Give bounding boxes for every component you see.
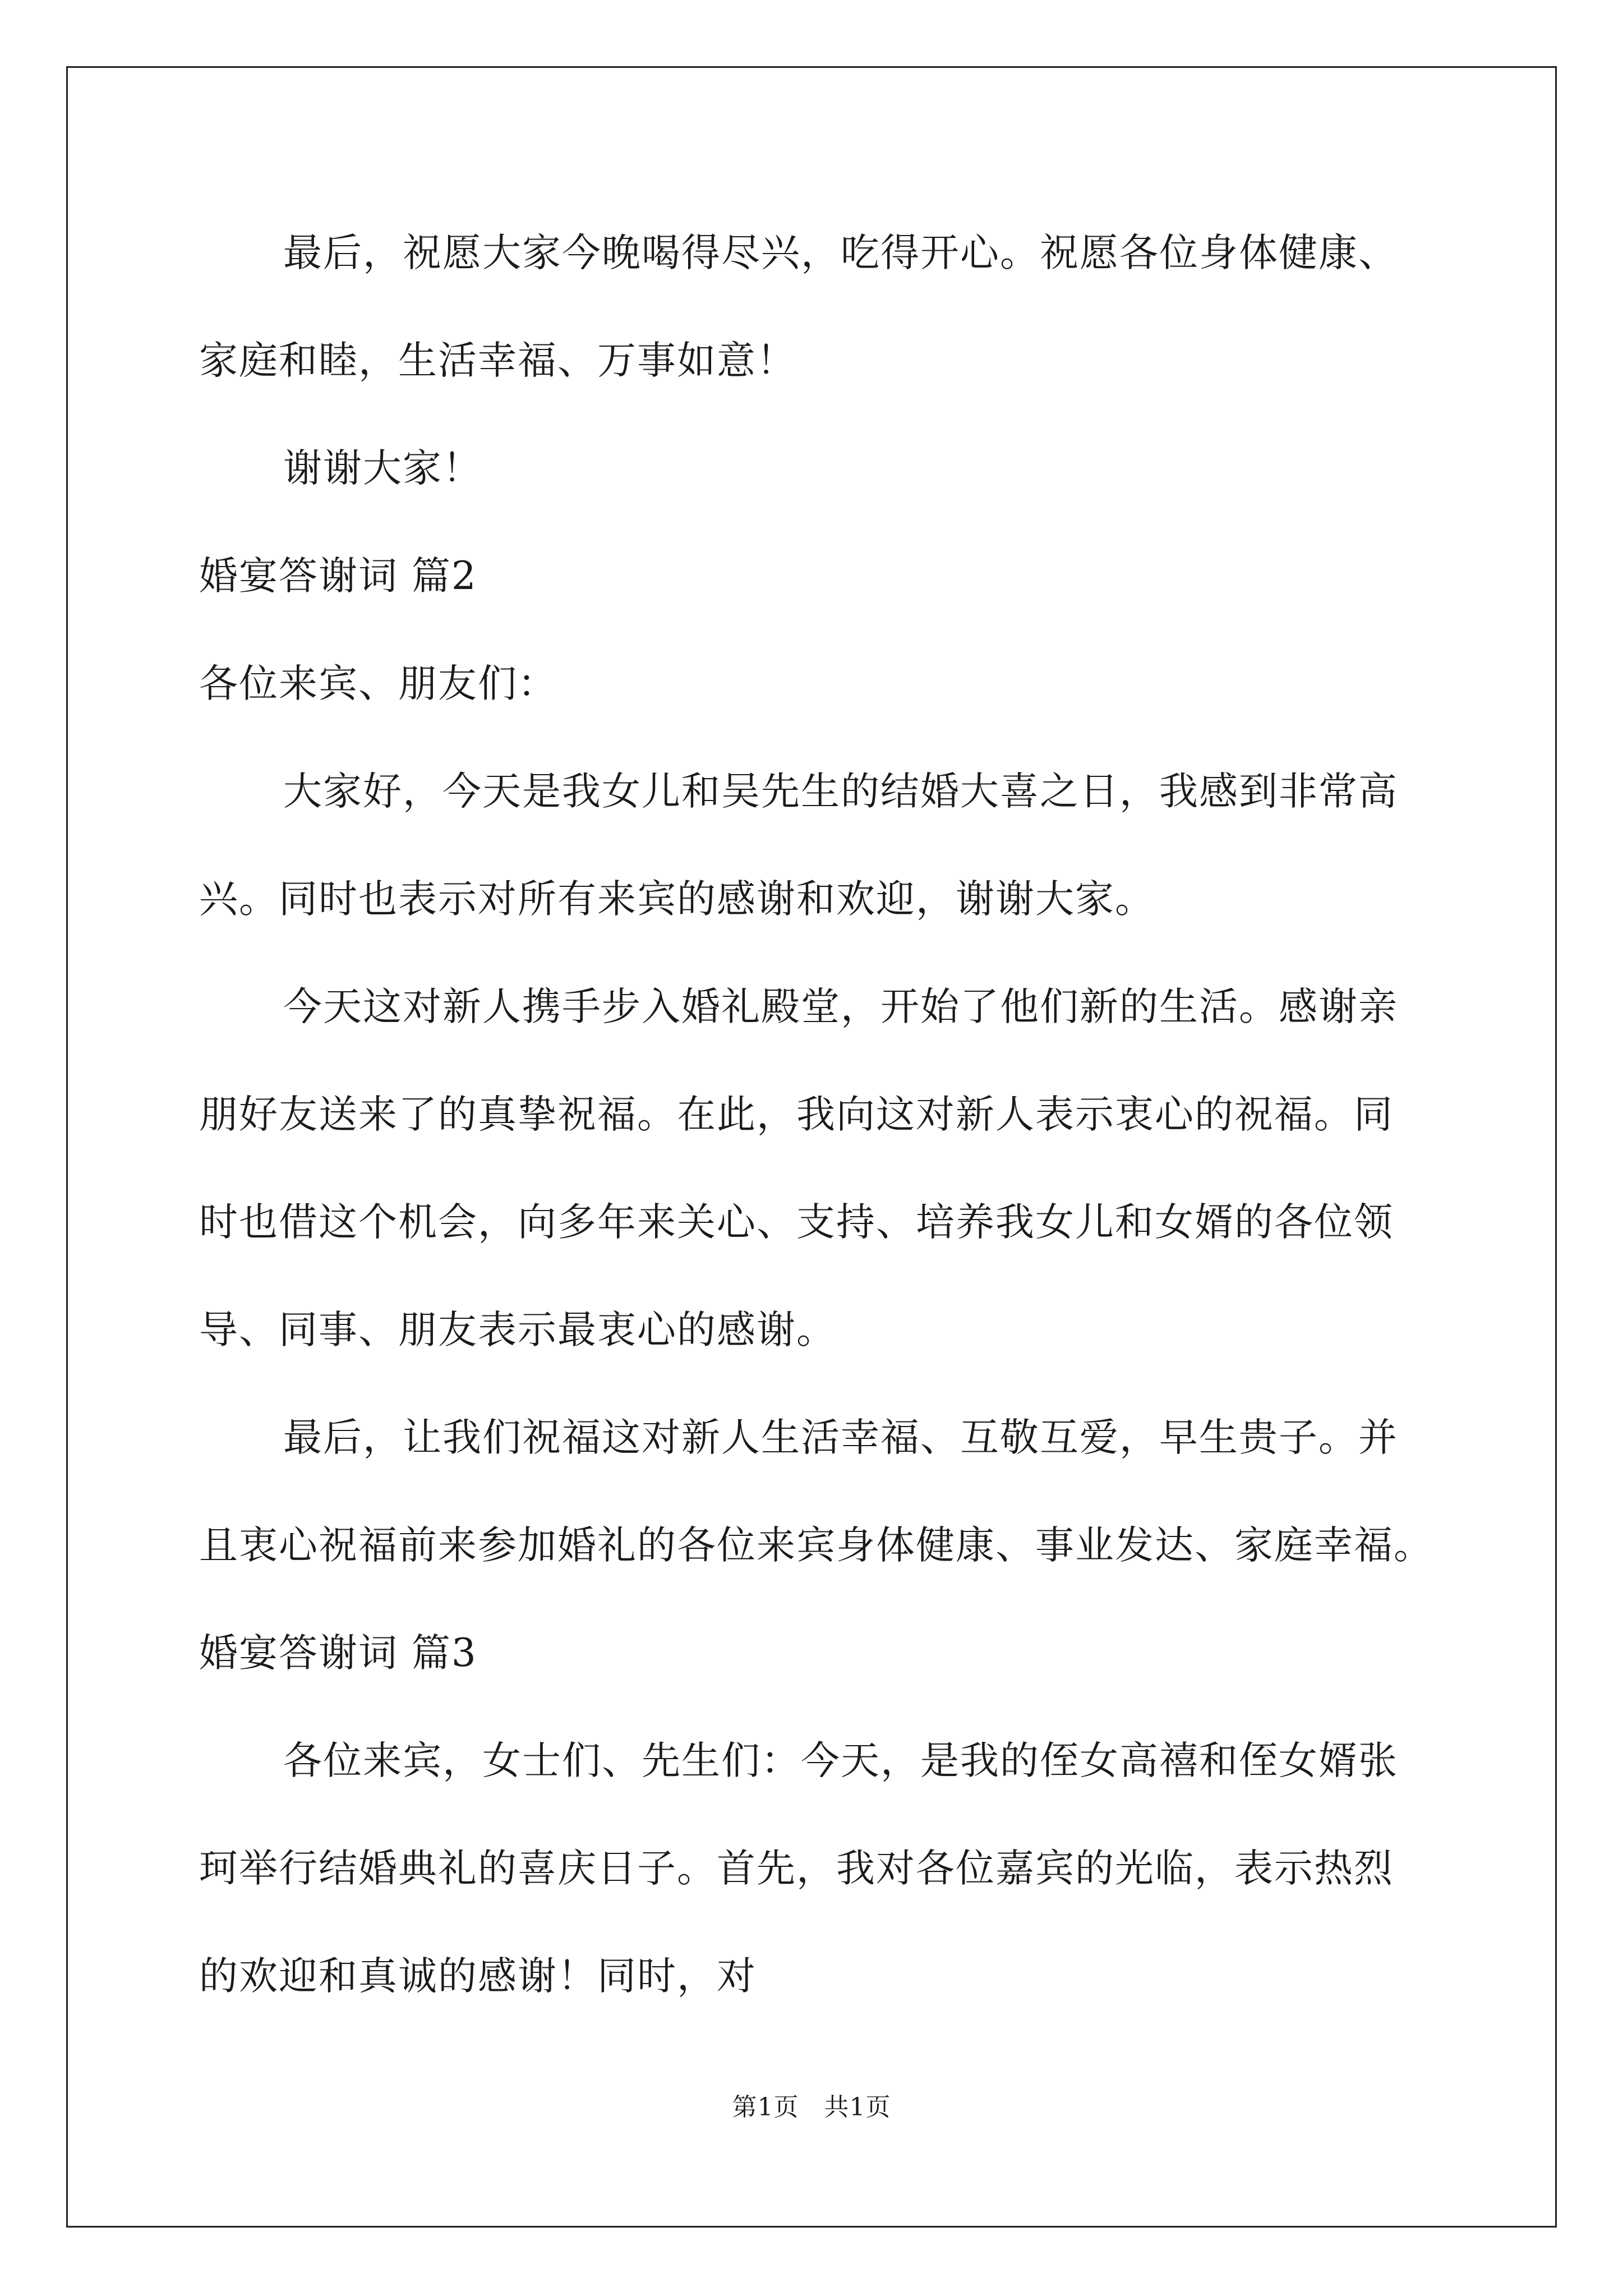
text-line: 导、同事、朋友表示最衷心的感谢。 [199, 1308, 836, 1352]
section-heading: 婚宴答谢词 篇3 [199, 1631, 477, 1676]
text-line: 且衷心祝福前来参加婚礼的各位来宾身体健康、事业发达、家庭幸福。 [199, 1523, 1433, 1568]
text-line: 最后，让我们祝福这对新人生活幸福、互敬互爱，早生贵子。并 [283, 1415, 1398, 1460]
document-body [199, 199, 1478, 2030]
text-line: 时也借这个机会，向多年来关心、支持、培养我女儿和女婿的各位领 [199, 1200, 1394, 1245]
salutation: 各位来宾、朋友们： [199, 661, 557, 706]
text-line: 最后，祝愿大家今晚喝得尽兴，吃得开心。祝愿各位身体健康、 [283, 231, 1398, 275]
text-line: 珂举行结婚典礼的喜庆日子。首先，我对各位嘉宾的光临，表示热烈 [199, 1846, 1394, 1891]
page-number: 第1页 共1页 [732, 2093, 891, 2122]
text-line: 大家好，今天是我女儿和吴先生的结婚大喜之日，我感到非常高 [283, 769, 1398, 814]
text-line: 今天这对新人携手步入婚礼殿堂，开始了他们新的生活。感谢亲 [283, 984, 1398, 1029]
text-line: 兴。同时也表示对所有来宾的感谢和欢迎，谢谢大家。 [199, 877, 1155, 922]
section-heading: 婚宴答谢词 篇2 [199, 554, 477, 599]
text-line: 家庭和睦，生活幸福、万事如意！ [199, 338, 796, 383]
text-line: 各位来宾，女士们、先生们：今天，是我的侄女高禧和侄女婿张 [283, 1738, 1398, 1783]
text-line: 的欢迎和真诚的感谢！同时，对 [199, 1954, 757, 1999]
text-line: 朋好友送来了的真挚祝福。在此，我向这对新人表示衷心的祝福。同 [199, 1092, 1394, 1137]
text-line: 谢谢大家！ [283, 446, 482, 491]
